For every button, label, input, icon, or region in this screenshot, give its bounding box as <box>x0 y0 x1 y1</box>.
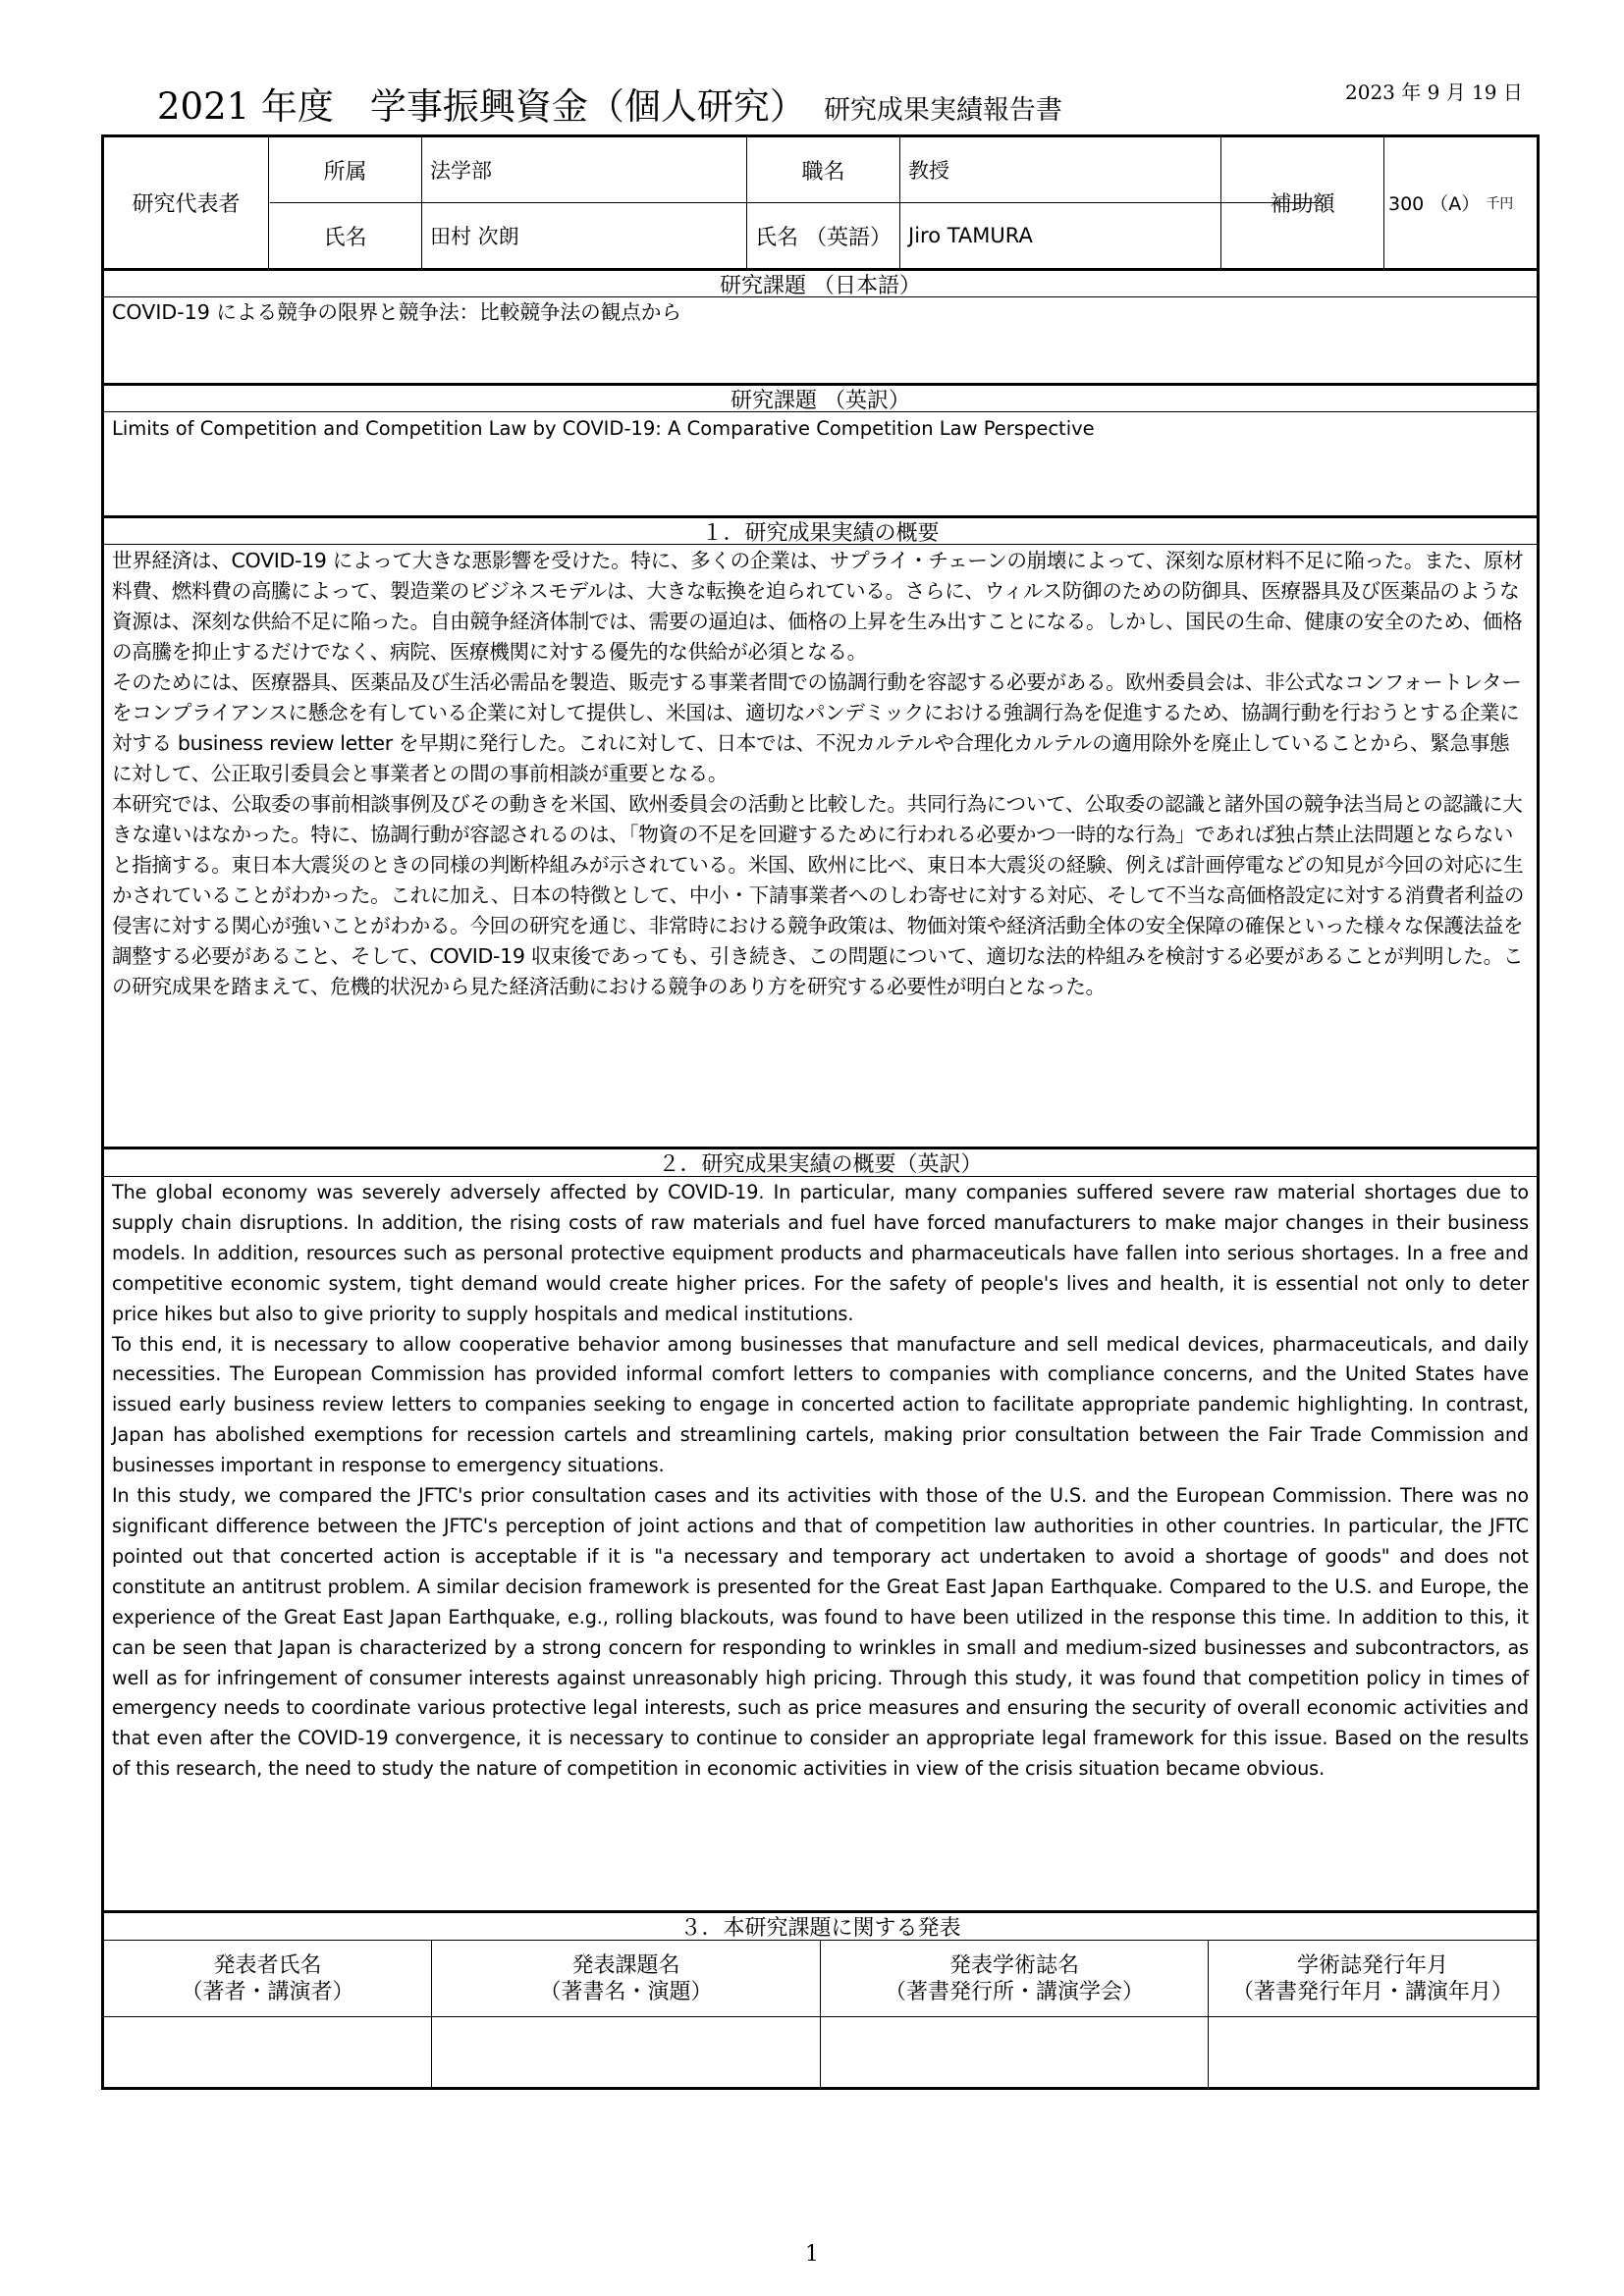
grant-amount <box>1384 137 1540 268</box>
researcher-label: 研究代表者 <box>132 192 241 217</box>
name-label: 氏名 <box>323 225 367 250</box>
col-header-title <box>432 1941 820 2016</box>
title-main: 2021 年度 学事振興資金（個人研究） <box>157 85 806 128</box>
grant-label: 補助額 <box>1270 192 1335 217</box>
title-sub: 研究成果実績報告書 <box>823 95 1062 126</box>
col-header-date <box>1209 1941 1537 2016</box>
name-en-value: Jiro TAMURA <box>908 224 1033 247</box>
summary-jp-heading: １．研究成果実績の概要 <box>104 515 1537 545</box>
topic-en-text: Limits of Competition and Competition Law by COVID-19: A Comparative Competition Law Perspective <box>112 417 1095 440</box>
document-title <box>157 77 1062 130</box>
col-header-line2: （著書発行所・講演学会） <box>884 1979 1144 2004</box>
grant-unit: 千円 <box>1486 195 1514 212</box>
col-header-line1: 学術誌発行年月 <box>1296 1952 1448 1978</box>
position-value: 教授 <box>908 159 949 183</box>
page-number: 1 <box>805 2242 819 2267</box>
topic-en-heading: 研究課題 （英訳） <box>104 383 1537 412</box>
report-date: 2023 年 9 月 19 日 <box>1345 80 1523 104</box>
col-header-line1: 発表学術誌名 <box>948 1952 1079 1978</box>
col-header-line2: （著書発行年月・講演年月） <box>1231 1979 1513 2004</box>
report-form <box>101 134 1540 2090</box>
publications-heading: ３．本研究課題に関する発表 <box>104 1910 1537 1941</box>
summary-jp-text: 世界経済は、COVID-19 によって大きな悪影響を受けた。特に、多くの企業は、サプライ・チェーンの崩壊によって、深刻な原材料不足に陥った。また、原材料費、燃料費の高騰によって、製造業のビジネスモデルは、大きな転換を迫られている。さらに、ウィルス防御のための防御具、医療器具及び医薬品のような資源は、深刻な供給不足に陥った。自由競争経済体制では、需要の逼迫は、価格の上昇を生み出すことになる。しかし、国民の生命、健康の安全のため、価格の高騰を抑止するだけでなく、病院、医療機関に対する優先的な供給が必須となる。 そのためには、医療器具、医薬品及び生活必需品を製造、販売する事業者間での協調行動を容認する必要がある。欧州委員会は、非公式なコンフォートレターをコンプライアンスに懸念を有している企業に対して提供し、米国は、適切なパンデミックにおける強調行為を促進するため、協調行動を行おうとする企業に対する business review letter を早期に発行した。これに対して、日本では、不況カルテルや合理化カルテルの適用除外を廃止していることから、緊急事態に対して、公正取引委員会と事業者との間の事前相談が重要となる。 本研究では、公取委の事前相談事例及びその動きを米国、欧州委員会の活動と比較した。共同行為について、公取委の認識と諸外国の競争法当局との認識に大きな違いはなかった。特に、協調行動が容認されるのは、「物資の不足を回避するために行われる必要かつ一時的な行為」であれば独占禁止法問題とならないと指摘する。東日本大震災のときの同様の判断枠組みが示されている。米国、欧州に比べ、東日本大震災の経験、例えば計画停電などの知見が今回の対応に生かされていることがわかった。これに加え、日本の特徴として、中小・下請事業者へのしわ寄せに対する対応、そして不当な高価格設定に対する消費者利益の侵害に対する関心が強いことがわかる。今回の研究を通じ、非常時における競争政策は、物価対策や経済活動全体の安全保障の確保といった様々な保護法益を調整する必要があること、そして、COVID-19 収束後であっても、引き続き、この問題について、適切な法的枠組みを検討する必要があることが判明した。この研究成果を踏まえて、危機的状況から見た経済活動における競争のあり方を研究する必要性が明白となった。 <box>112 549 1525 998</box>
summary-en-text: The global economy was severely adversely affected by COVID-19. In particular, many companies suffered severe raw material shortages due to supply chain disruptions. In addition, the rising costs of raw materials and fuel have forced manufacturers to make major changes in their business models. In addition, resources such as personal protective equipment products and pharmaceuticals have fallen into serious shortages. In a free and competitive economic system, tight demand would create higher prices. For the safety of people's lives and health, it is essential not only to deter price hikes but also to give priority to supply hospitals and medical institutions. To this end, it is necessary to allow cooperative behavior among businesses that manufacture and sell medical devices, pharmaceuticals, and daily necessities. The European Commission has provided informal comfort letters to companies with compliance concerns, and the United States have issued early business review letters to companies seeking to engage in concerted action to facilitate appropriate pandemic highlighting. In contrast, Japan has abolished exemptions for recession cartels and streamlining cartels, making prior consultation between the Fair Trade Commission and businesses important in response to emergency situations. In this study, we compared the JFTC's prior consultation cases and its activities with those of the U.S. and the European Commission. There was no significant difference between the JFTC's perception of joint actions and that of competition law authorities in other countries. In particular, the JFTC pointed out that concerted action is acceptable if it is "a necessary and temporary act undertaken to avoid a shortage of goods" and does not constitute an antitrust problem. A similar decision framework is presented for the Great East Japan Earthquake. Compared to the U.S. and Europe, the experience of the Great East Japan Earthquake, e.g., rolling blackouts, was found to have been utilized in the response this time. In addition to this, it can be seen that Japan is characterized by a strong concern for responding to wrinkles in small and medium-sized businesses and subcontractors, as well as for infringement of consumer interests against unreasonably high pricing. Through this study, it was found that competition policy in times of emergency needs to coordinate various protective legal interests, such as price measures and ensuring the security of overall economic activities and that even after the COVID-19 convergence, it is necessary to continue to consider an appropriate legal framework for this issue. Based on the results of this research, the need to study the nature of competition in economic activities in view of the crisis situation became obvious. <box>112 1181 1529 1781</box>
col-header-presenter <box>104 1941 431 2016</box>
col-header-line2: （著書名・演題） <box>539 1979 713 2004</box>
col-header-line1: 発表者氏名 <box>213 1952 322 1978</box>
position-label: 職名 <box>801 159 845 185</box>
summary-en-heading: ２．研究成果実績の概要（英訳） <box>104 1147 1537 1177</box>
grant-value: 300 （A） <box>1388 193 1481 215</box>
col-header-line2: （著者・講演者） <box>181 1979 354 2004</box>
affiliation-value: 法学部 <box>430 159 492 183</box>
name-en-label: 氏名 （英語） <box>755 225 892 250</box>
affiliation-label: 所属 <box>323 159 367 185</box>
topic-jp-heading: 研究課題 （日本語） <box>104 268 1537 297</box>
col-header-journal <box>821 1941 1208 2016</box>
name-value: 田村 次朗 <box>430 225 519 248</box>
topic-jp-text: COVID-19 による競争の限界と競争法：比較競争法の観点から <box>112 300 682 324</box>
row-divider <box>104 2016 1537 2017</box>
col-header-line1: 発表課題名 <box>571 1952 680 1978</box>
